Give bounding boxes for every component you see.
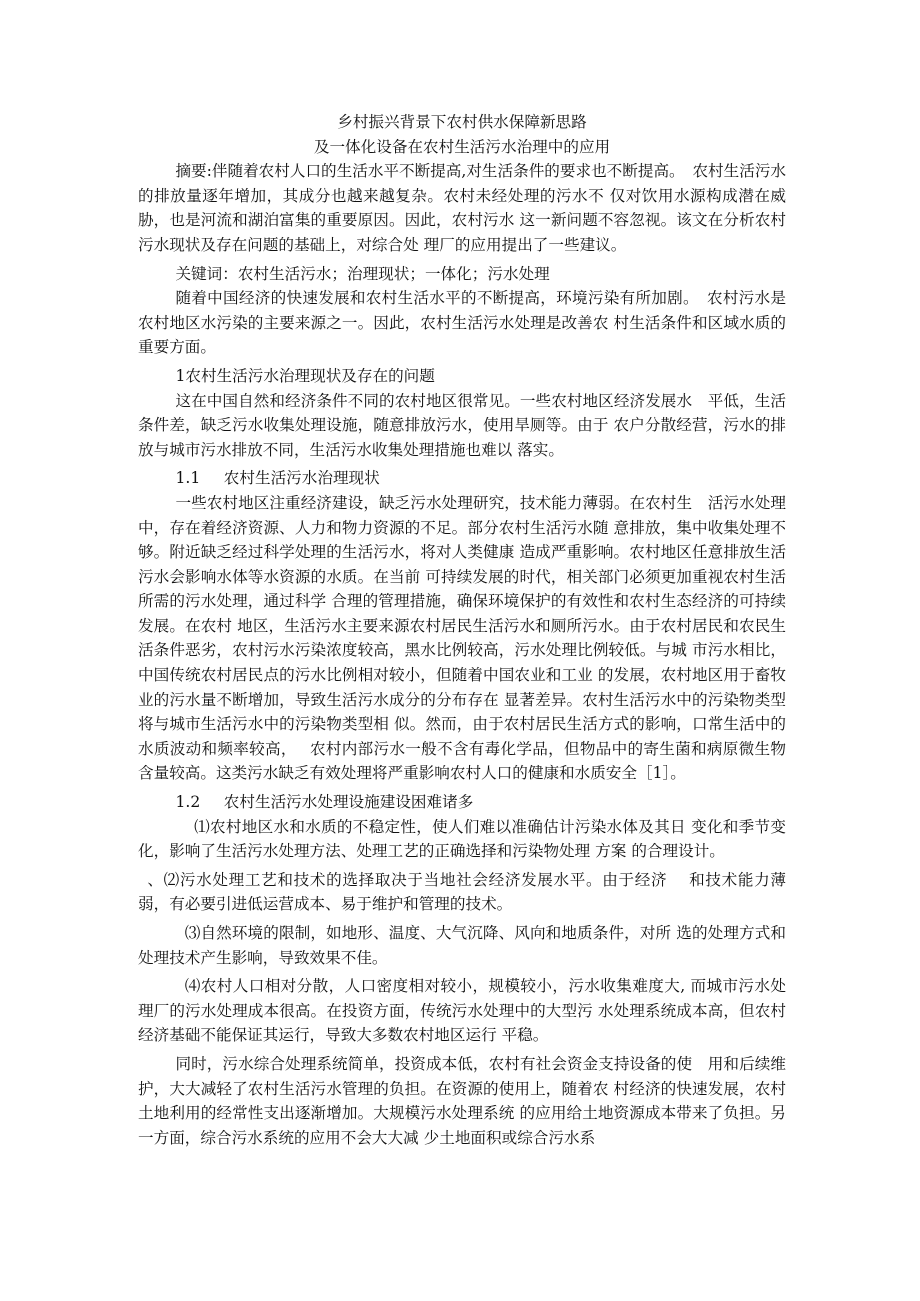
section-1-2-heading — [138, 790, 786, 815]
section-1-body: 这在中国自然和经济条件不同的农村地区很常见。一些农村地区经济发展水 平低，生活条件差，缺乏污水收集处理设施，随意排放污水，使用旱厕等。由于 农户分散经营，污水的排放与城市污水排放不同，生活污水收集处理措施也难以 落实。 — [138, 391, 786, 459]
title-line-2: 及一体化设备在农村生活污水治理中的应用 — [313, 137, 611, 156]
list-item-2: 、⑵污水处理工艺和技术的选择取决于当地社会经济发展水平。由于经济 和技术能力薄弱，有必要引进低运营成本、易于维护和管理的技术。 — [138, 870, 786, 914]
intro-paragraph: 随着中国经济的快速发展和农村生活水平的不断提高，环境污染有所加剧。 农村污水是农村地区水污染的主要来源之一。因此，农村生活污水处理是改善农 村生活条件和区域水质的重要方面。 — [138, 289, 786, 357]
section-1-1-number: 1.1 — [175, 469, 201, 488]
abstract-paragraph: 摘要:伴随着农村人口的生活水平不断提高,对生活条件的要求也不断提高。 农村生活污水的排放量逐年增加，其成分也越来越复杂。农村未经处理的污水不 仅对饮用水源构成潜在威胁，也是河流和湖泊富集的重要原因。因此，农村污水 这一新问题不容忽视。该文在分析农村污水现状及存在问题的基础上，对综合处 理厂的应用提出了一些建议。 — [138, 162, 787, 254]
list-item-4: ⑷农村人口相对分散，人口密度相对较小，规模较小，污水收集难度大, 而城市污水处理厂的污水处理成本很高。在投资方面，传统污水处理中的大型污 水处理系统成本高，但农村经济基础不能保证其运行，导致大多数农村地区运行 平稳。 — [138, 977, 786, 1045]
section-1-1-heading — [138, 466, 786, 491]
title-line-1: 乡村振兴背景下农村供水保障新思路 — [337, 113, 587, 131]
keywords-line: 关键词：农村生活污水；治理现状；一体化；污水处理 — [175, 264, 550, 283]
section-1-1-title: 农村生活污水治理现状 — [223, 469, 380, 488]
document-page — [138, 110, 786, 1150]
list-item-3: ⑶自然环境的限制，如地形、温度、大气沉降、风向和地质条件，对所 选的处理方式和处理技术产生影响，导致效果不佳。 — [138, 924, 786, 967]
section-1-1-body: 一些农村地区注重经济建设，缺乏污水处理研究，技术能力薄弱。在农村生 活污水处理中，存在着经济资源、人力和物力资源的不足。部分农村生活污水随 意排放，集中收集处理不够。附近缺乏经过科学处理的生活污水，将对人类健康 造成严重影响。农村地区任意排放生活污水会影响水体等水资源的水质。在当前 可持续发展的时代，相关部门必须更加重视农村生活所需的污水处理，通过科学 合理的管理措施，确保环境保护的有效性和农村生态经济的可持续发展。在农村 地区，生活污水主要来源农村居民生活污水和厕所污水。由于农村居民和农民生 活条件恶劣，农村污水污染浓度较高，黑水比例较高，污水处理比例较低。与城 市污水相比，中国传统农村居民点的污水比例相对较小，但随着中国农业和工业 的发展，农村地区用于畜牧业的污水量不断增加，导致生活污水成分的分布存在 显著差异。农村生活污水中的污染物类型将与城市生活污水中的污染物类型相 似。然而，由于农村居民生活方式的影响，口常生活中的水质波动和频率较高， 农村内部污水一般不含有毒化学品，但物品中的寄生菌和病原微生物含量较高。这类污水缺乏有效处理将严重影响农村人口的健康和水质安全［1］。 — [138, 493, 786, 783]
section-1-heading: 1农村生活污水治理现状及存在的问题 — [175, 366, 435, 385]
list-item-1: ⑴农村地区水和水质的不稳定性，使人们难以准确估计污染水体及其日 变化和季节变化，影响了生活污水处理方法、处理工艺的正确选择和污染物处理 方案 的合理设计。 — [138, 817, 786, 861]
closing-paragraph: 同时，污水综合处理系统简单，投资成本低，农村有社会资金支持设备的使 用和后续维护，大大减轻了农村生活污水管理的负担。在资源的使用上，随着农 村经济的快速发展，农村土地利用的经常性支出逐渐增加。大规模污水处理系统 的应用给土地资源成本带来了负担。另一方面，综合污水系统的应用不会大大减 少土地面积或综合污水系 — [138, 1054, 786, 1147]
section-1-2-title: 农村生活污水处理设施建设困难诸多 — [223, 793, 474, 812]
section-1-2-number: 1.2 — [175, 793, 201, 812]
